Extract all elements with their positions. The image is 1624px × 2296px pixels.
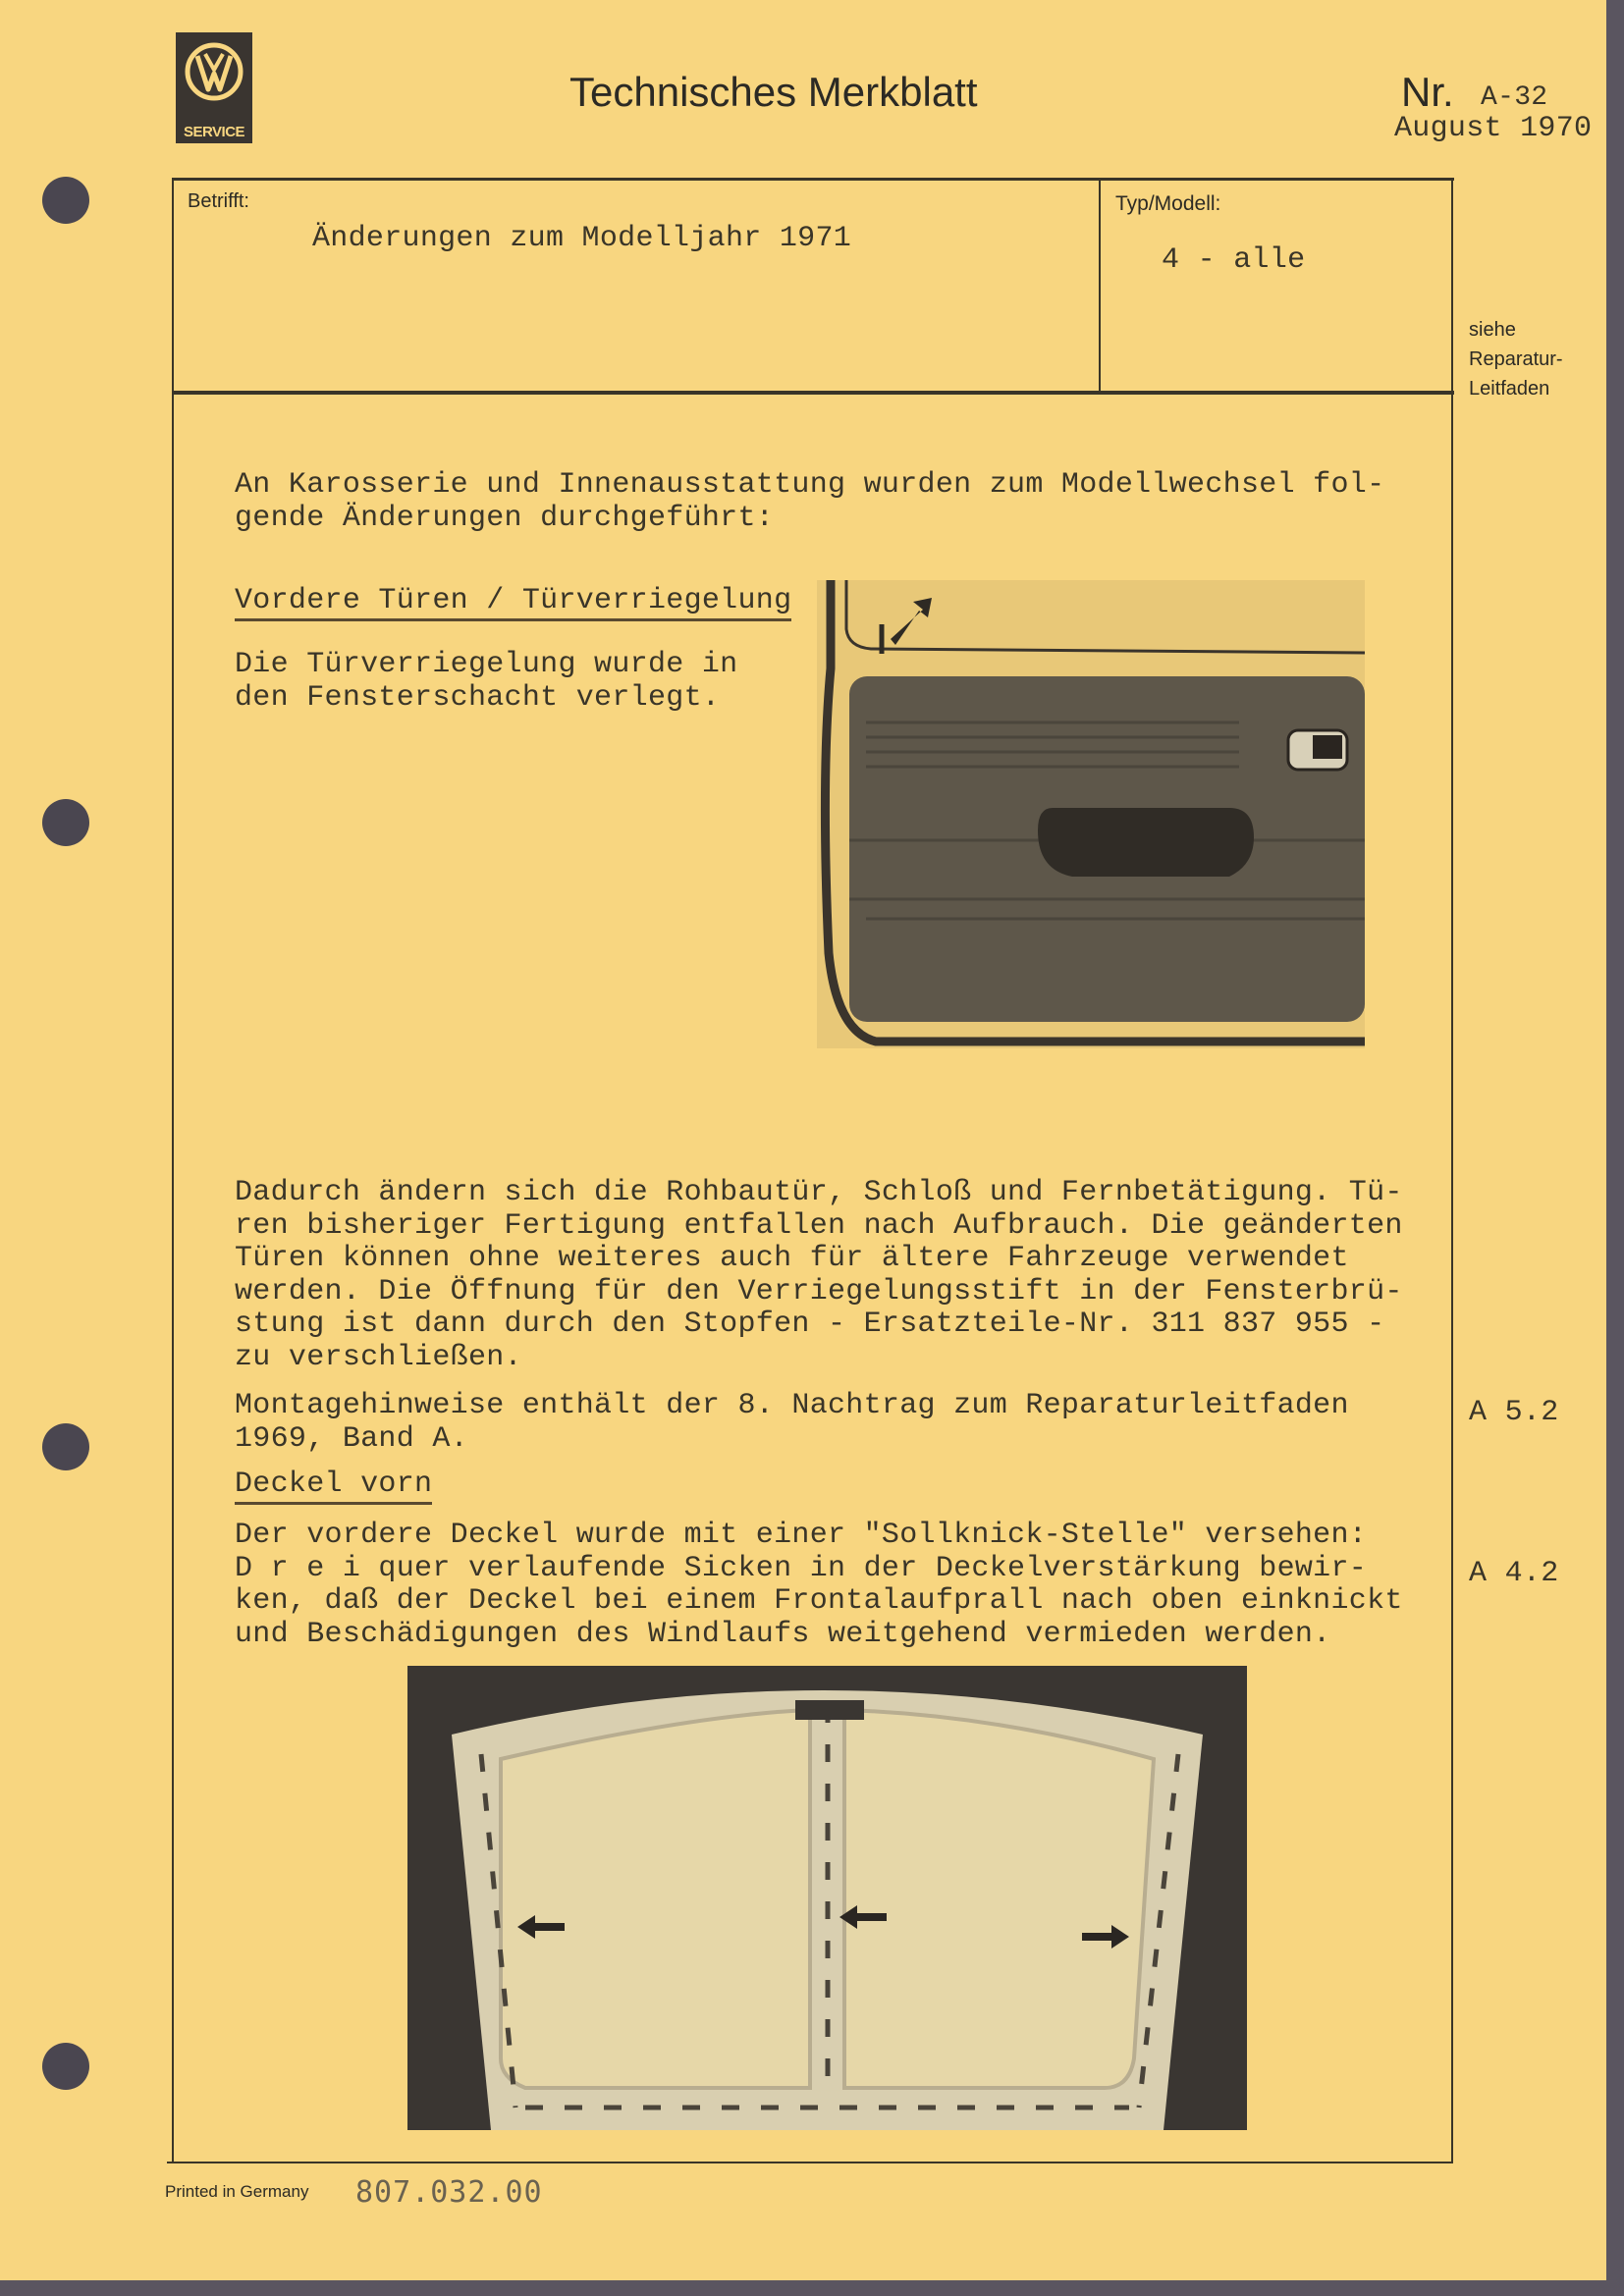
montage-paragraph (235, 1390, 1349, 1456)
text-line: gende Änderungen durchgeführt: (235, 501, 775, 535)
text-line: Die Türverriegelung wurde in (235, 648, 738, 681)
vw-service-logo (176, 32, 252, 143)
punch-hole (42, 799, 89, 846)
vw-logo-icon (176, 32, 252, 111)
front-hood-photo (407, 1666, 1247, 2130)
box-bottom-rule (173, 391, 1454, 395)
text-line: An Karosserie und Innenausstattung wurden zum Modellwechsel fol- (235, 468, 1385, 502)
betrifft-value: Änderungen zum Modelljahr 1971 (312, 222, 852, 255)
intro-paragraph (235, 469, 1384, 535)
text-line: den Fensterschacht verlegt. (235, 680, 721, 715)
nr-label: Nr. (1401, 69, 1454, 115)
betrifft-label: Betrifft: (188, 190, 249, 212)
text-line: Der vordere Deckel wurde mit einer "Sollknick-Stelle" versehen: (235, 1519, 1368, 1552)
punch-hole (42, 177, 89, 224)
logo-service-label: SERVICE (183, 124, 245, 140)
text-line: werden. Die Öffnung für den Verriegelungsstift in der Fensterbrü- (235, 1274, 1403, 1308)
text-line: 1969, Band A. (235, 1421, 468, 1456)
box-divider (1099, 180, 1101, 392)
frame-right (1451, 178, 1453, 2163)
punch-hole (42, 2043, 89, 2090)
punch-hole (42, 1423, 89, 1470)
typ-value: 4 - alle (1162, 243, 1306, 277)
text-line: stung ist dann durch den Stopfen - Ersatzteile-Nr. 311 837 955 - (235, 1308, 1385, 1341)
document-date: August 1970 (1394, 112, 1593, 145)
heading-text: Deckel vorn (235, 1468, 432, 1505)
page-title: Technisches Merkblatt (569, 69, 978, 115)
hood-paragraph (235, 1520, 1403, 1651)
text-line: ren bisheriger Fertigung entfallen nach Aufbrauch. Die geänderten (235, 1208, 1403, 1243)
frame-left (172, 178, 174, 2163)
margin-note-line: Leitfaden (1469, 378, 1550, 400)
document-number: A-32 (1481, 82, 1548, 113)
heading-text: Vordere Türen / Türverriegelung (235, 584, 791, 621)
door-panel-photo (817, 580, 1365, 1048)
typ-label: Typ/Modell: (1115, 192, 1221, 215)
door-lock-note (235, 649, 737, 715)
box-top-rule (173, 178, 1454, 181)
section-heading-doors (235, 584, 791, 617)
text-line: Türen können ohne weiteres auch für ältere Fahrzeuge verwendet (235, 1242, 1349, 1275)
reference-a42: A 4.2 (1469, 1557, 1559, 1590)
frame-bottom (167, 2162, 1453, 2163)
margin-note-line: siehe (1469, 319, 1516, 341)
margin-note-line: Reparatur- (1469, 348, 1563, 370)
printed-in-germany: Printed in Germany (165, 2182, 309, 2201)
reference-a52: A 5.2 (1469, 1396, 1559, 1429)
door-change-paragraph (235, 1177, 1403, 1374)
text-line: und Beschädigungen des Windlaufs weitgehend vermieden werden. (235, 1617, 1331, 1651)
margin-note (1469, 315, 1563, 403)
text-line: D r e i quer verlaufende Sicken in der Deckelverstärkung bewir- (235, 1551, 1368, 1585)
form-code: 807.032.00 (355, 2175, 543, 2210)
text-line: Montagehinweise enthält der 8. Nachtrag zum Reparaturleitfaden (235, 1389, 1349, 1422)
section-heading-hood (235, 1468, 432, 1501)
text-line: ken, daß der Deckel bei einem Frontalaufprall nach oben einknickt (235, 1584, 1403, 1618)
text-line: Dadurch ändern sich die Rohbautür, Schloß und Fernbetätigung. Tü- (235, 1176, 1403, 1209)
text-line: zu verschließen. (235, 1340, 522, 1374)
